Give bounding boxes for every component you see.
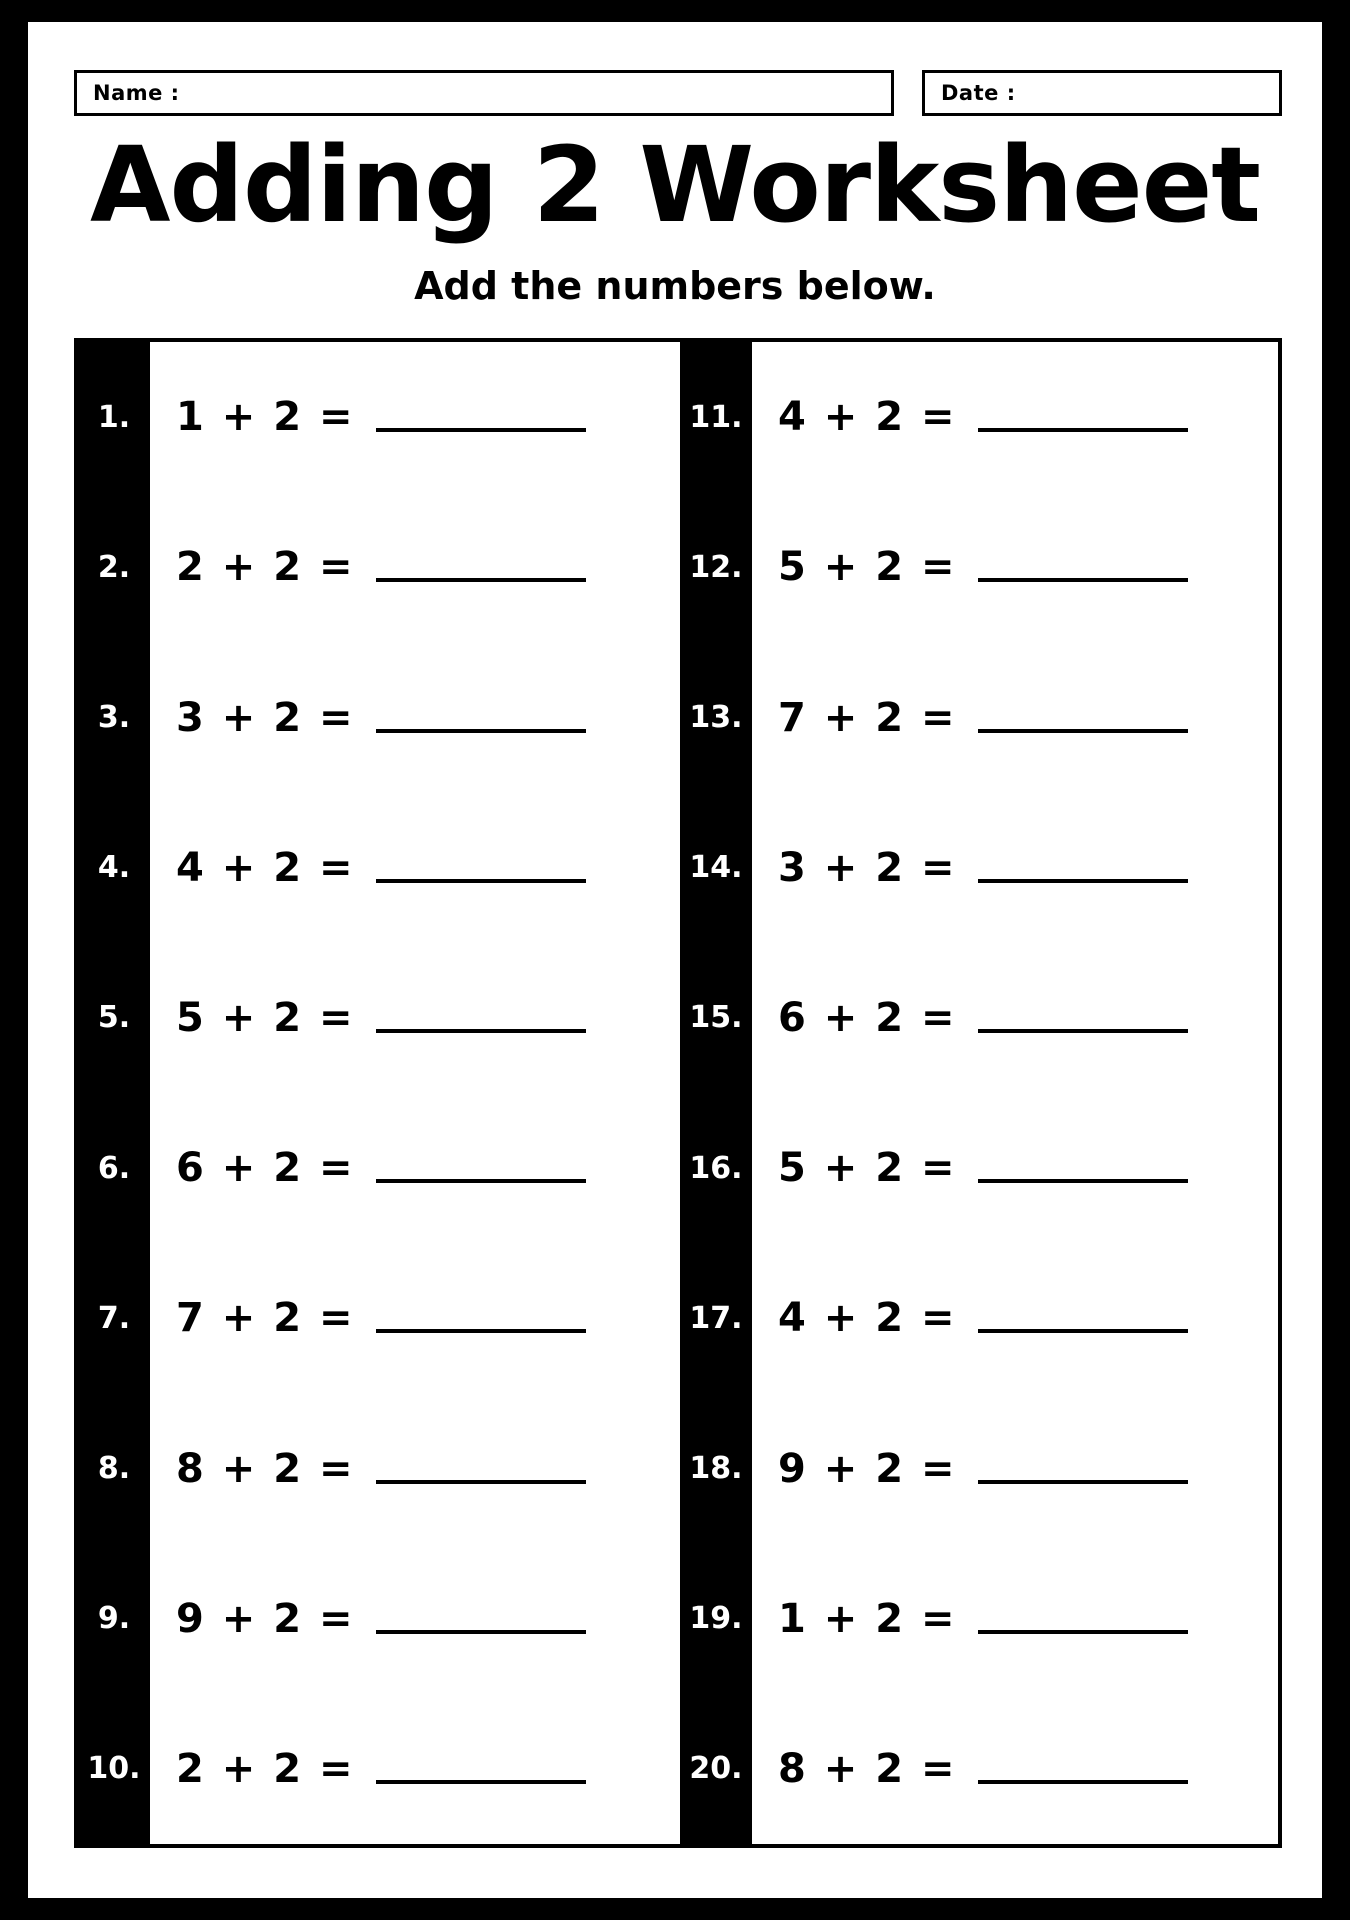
answer-blank[interactable] bbox=[978, 552, 1188, 582]
answer-blank[interactable] bbox=[978, 853, 1188, 883]
problem-expression: 5 + 2 = bbox=[176, 994, 355, 1041]
item-number: 16. bbox=[689, 1150, 743, 1186]
name-field[interactable] bbox=[74, 70, 894, 116]
item-number: 2. bbox=[97, 549, 131, 585]
item-number: 18. bbox=[689, 1451, 743, 1487]
problem-expression: 9 + 2 = bbox=[176, 1595, 355, 1642]
item-number: 5. bbox=[97, 1000, 131, 1036]
answer-blank[interactable] bbox=[978, 1604, 1188, 1634]
problem-expression: 4 + 2 = bbox=[778, 394, 957, 441]
item-number: 15. bbox=[689, 1000, 743, 1036]
problem-row bbox=[752, 943, 1278, 1093]
problem-expression: 8 + 2 = bbox=[176, 1445, 355, 1492]
problem-row bbox=[150, 642, 680, 792]
date-field[interactable] bbox=[922, 70, 1282, 116]
answer-blank[interactable] bbox=[978, 1003, 1188, 1033]
answer-blank[interactable] bbox=[978, 1303, 1188, 1333]
problems-table bbox=[74, 338, 1282, 1848]
problem-row bbox=[752, 492, 1278, 642]
problem-expression: 1 + 2 = bbox=[176, 394, 355, 441]
problem-expression: 7 + 2 = bbox=[176, 1295, 355, 1342]
problem-strip-right bbox=[752, 342, 1278, 1844]
item-number: 1. bbox=[97, 399, 131, 435]
number-strip-left bbox=[78, 342, 150, 1844]
item-number: 20. bbox=[689, 1751, 743, 1787]
problem-expression: 2 + 2 = bbox=[176, 544, 355, 591]
problem-expression: 7 + 2 = bbox=[778, 694, 957, 741]
answer-blank[interactable] bbox=[376, 1454, 586, 1484]
problem-expression: 2 + 2 = bbox=[176, 1745, 355, 1792]
problem-expression: 3 + 2 = bbox=[778, 844, 957, 891]
problem-row bbox=[150, 1393, 680, 1543]
problem-row bbox=[150, 1694, 680, 1844]
problem-expression: 5 + 2 = bbox=[778, 1145, 957, 1192]
problem-row bbox=[150, 793, 680, 943]
answer-blank[interactable] bbox=[376, 402, 586, 432]
problem-row bbox=[752, 1694, 1278, 1844]
problem-expression: 1 + 2 = bbox=[778, 1595, 957, 1642]
problem-expression: 6 + 2 = bbox=[176, 1145, 355, 1192]
problem-expression: 8 + 2 = bbox=[778, 1745, 957, 1792]
item-number: 17. bbox=[689, 1300, 743, 1336]
item-number: 10. bbox=[87, 1751, 141, 1787]
item-number: 13. bbox=[689, 700, 743, 735]
problem-expression: 9 + 2 = bbox=[778, 1445, 957, 1492]
item-number: 6. bbox=[97, 1150, 131, 1186]
item-number: 7. bbox=[97, 1300, 131, 1336]
item-number: 12. bbox=[689, 549, 743, 585]
answer-blank[interactable] bbox=[376, 853, 586, 883]
problem-row bbox=[150, 943, 680, 1093]
number-strip-right bbox=[680, 342, 752, 1844]
item-number: 4. bbox=[97, 850, 131, 886]
problems-column-left bbox=[78, 342, 680, 1844]
date-label: Date : bbox=[941, 81, 1016, 105]
page-subtitle: Add the numbers below. bbox=[414, 264, 936, 308]
answer-blank[interactable] bbox=[376, 1153, 586, 1183]
answer-blank[interactable] bbox=[978, 1454, 1188, 1484]
answer-blank[interactable] bbox=[978, 402, 1188, 432]
header-fields bbox=[74, 70, 1282, 116]
problem-expression: 6 + 2 = bbox=[778, 994, 957, 1041]
problem-row bbox=[752, 642, 1278, 792]
problem-expression: 5 + 2 = bbox=[778, 544, 957, 591]
problem-row bbox=[752, 1243, 1278, 1393]
answer-blank[interactable] bbox=[376, 552, 586, 582]
item-number: 9. bbox=[97, 1601, 131, 1637]
problem-strip-left bbox=[150, 342, 680, 1844]
answer-blank[interactable] bbox=[376, 1003, 586, 1033]
problem-row bbox=[150, 342, 680, 492]
item-number: 19. bbox=[689, 1601, 743, 1637]
problems-column-right bbox=[680, 342, 1278, 1844]
item-number: 3. bbox=[97, 700, 131, 735]
worksheet-inner-border bbox=[52, 42, 1298, 1878]
problem-expression: 3 + 2 = bbox=[176, 694, 355, 741]
problem-expression: 4 + 2 = bbox=[176, 844, 355, 891]
answer-blank[interactable] bbox=[376, 1303, 586, 1333]
problem-row bbox=[150, 492, 680, 642]
problem-row bbox=[752, 1544, 1278, 1694]
worksheet-page bbox=[28, 22, 1322, 1898]
name-label: Name : bbox=[93, 81, 180, 105]
problem-row bbox=[752, 1393, 1278, 1543]
answer-blank[interactable] bbox=[376, 1754, 586, 1784]
item-number: 8. bbox=[97, 1451, 131, 1487]
item-number: 11. bbox=[689, 399, 743, 435]
answer-blank[interactable] bbox=[978, 1153, 1188, 1183]
problem-row bbox=[752, 1093, 1278, 1243]
problem-row bbox=[752, 793, 1278, 943]
answer-blank[interactable] bbox=[978, 1754, 1188, 1784]
answer-blank[interactable] bbox=[376, 1604, 586, 1634]
problem-row bbox=[150, 1093, 680, 1243]
problem-expression: 4 + 2 = bbox=[778, 1295, 957, 1342]
page-title: Adding 2 Worksheet bbox=[90, 124, 1260, 246]
problem-row bbox=[150, 1243, 680, 1393]
problem-row bbox=[150, 1544, 680, 1694]
answer-blank[interactable] bbox=[978, 703, 1188, 733]
answer-blank[interactable] bbox=[376, 703, 586, 733]
item-number: 14. bbox=[689, 850, 743, 886]
problem-row bbox=[752, 342, 1278, 492]
